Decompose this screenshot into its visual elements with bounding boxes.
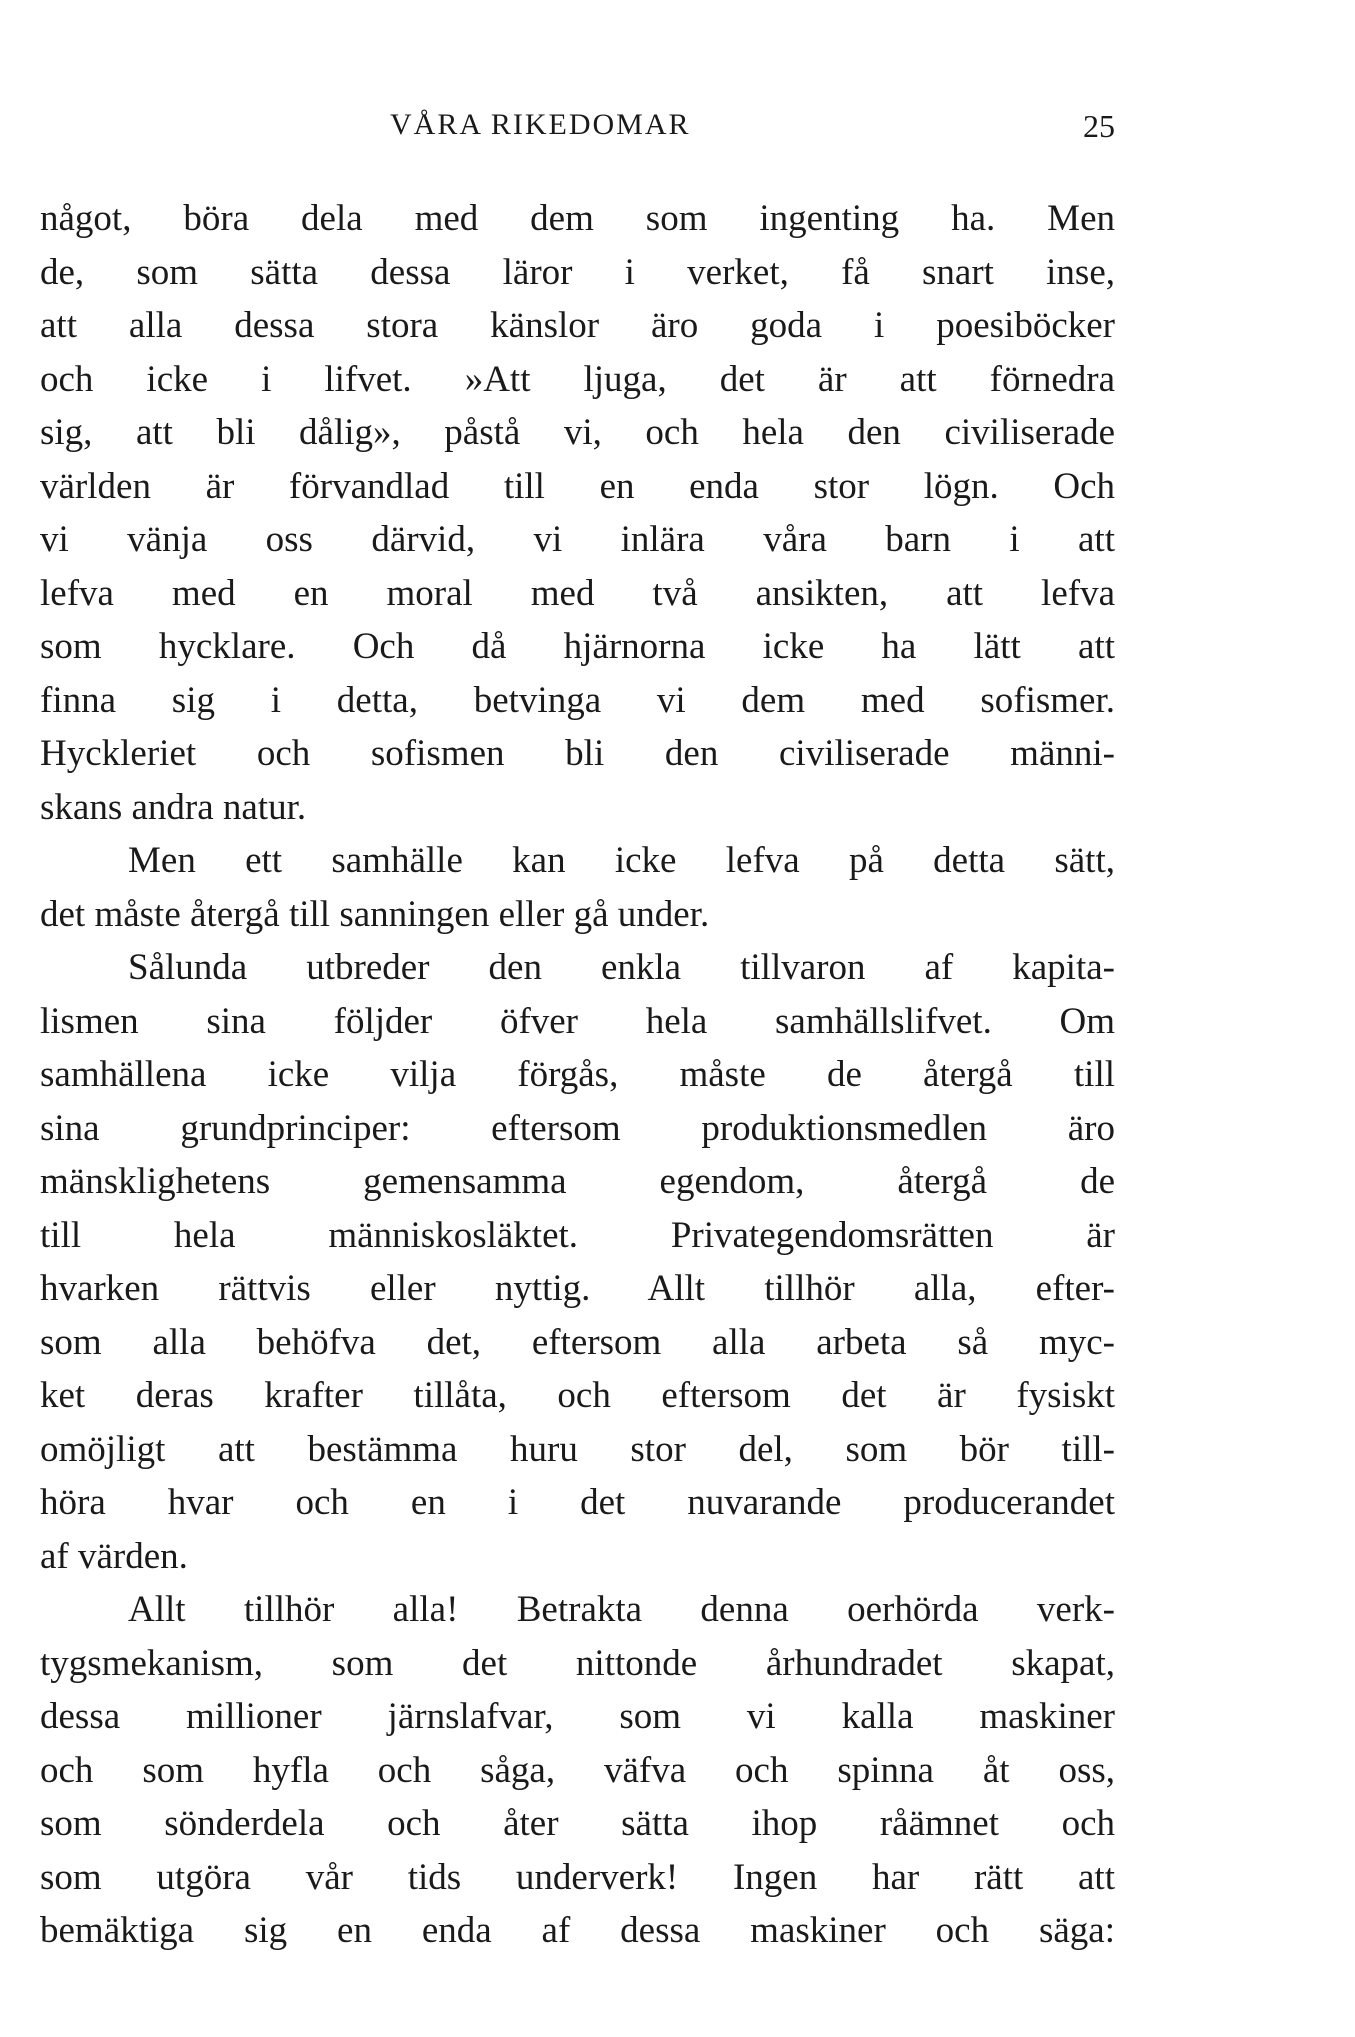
- paragraph-4: [40, 1583, 1115, 1958]
- text-line: Hyckleriet och sofismen bli den civiliserade männi-: [40, 733, 1115, 774]
- text-line: ket deras krafter tillåta, och eftersom det är fysiskt: [40, 1375, 1115, 1416]
- text-line: vi vänja oss därvid, vi inlära våra barn i att: [40, 519, 1115, 560]
- text-line: de, som sätta dessa läror i verket, få snart inse,: [40, 251, 1115, 293]
- text-line: och som hyfla och såga, väfva och spinna åt oss,: [40, 1749, 1115, 1791]
- paragraph-1: [40, 192, 1115, 834]
- text-line: något, böra dela med dem som ingenting ha. Men: [40, 198, 1115, 239]
- paragraph-2: [40, 834, 1115, 941]
- text-line: som alla behöfva det, eftersom alla arbeta så myc-: [40, 1321, 1115, 1363]
- text-line: att alla dessa stora känslor äro goda i poesiböcker: [40, 305, 1115, 346]
- body-text: [40, 192, 1115, 1958]
- text-line: af värden.: [40, 1535, 188, 1577]
- text-line: världen är förvandlad till en enda stor lögn. Och: [40, 465, 1115, 507]
- running-head: VÅRA RIKEDOMAR: [390, 108, 691, 141]
- text-line: och icke i lifvet. »Att ljuga, det är att förnedra: [40, 358, 1115, 400]
- text-line: sig, att bli dålig», påstå vi, och hela den civiliserade: [40, 412, 1115, 453]
- text-line: omöjligt att bestämma huru stor del, som bör till-: [40, 1428, 1115, 1470]
- text-line: sina grundprinciper: eftersom produktionsmedlen äro: [40, 1107, 1115, 1149]
- text-line: som sönderdela och åter sätta ihop råämnet och: [40, 1803, 1115, 1844]
- text-line: Sålunda utbreder den enkla tillvaron af kapita-: [128, 947, 1115, 988]
- text-line: hvarken rättvis eller nyttig. Allt tillhör alla, efter-: [40, 1268, 1115, 1309]
- paragraph-3: [40, 941, 1115, 1583]
- text-line: det måste återgå till sanningen eller gå under.: [40, 893, 710, 935]
- text-line: samhällena icke vilja förgås, måste de återgå till: [40, 1054, 1115, 1095]
- page-number: 25: [1083, 108, 1115, 144]
- text-line: Allt tillhör alla! Betrakta denna oerhörda verk-: [128, 1589, 1115, 1630]
- text-line: Men ett samhälle kan icke lefva på detta sätt,: [128, 840, 1115, 881]
- text-line: lismen sina följder öfver hela samhällslifvet. Om: [40, 1000, 1115, 1042]
- text-line: lefva med en moral med två ansikten, att lefva: [40, 572, 1115, 614]
- text-line: som utgöra vår tids underverk! Ingen har rätt att: [40, 1856, 1115, 1898]
- text-line: tygsmekanism, som det nittonde århundradet skapat,: [40, 1642, 1115, 1684]
- text-line: höra hvar och en i det nuvarande producerandet: [40, 1482, 1115, 1523]
- text-line: dessa millioner järnslafvar, som vi kalla maskiner: [40, 1696, 1115, 1737]
- page-header: [40, 108, 1115, 156]
- text-line: bemäktiga sig en enda af dessa maskiner och säga:: [40, 1910, 1115, 1951]
- text-line: som hycklare. Och då hjärnorna icke ha lätt att: [40, 626, 1115, 667]
- text-line: mänsklighetens gemensamma egendom, återgå de: [40, 1161, 1115, 1202]
- text-line: skans andra natur.: [40, 786, 307, 828]
- text-line: finna sig i detta, betvinga vi dem med sofismer.: [40, 679, 1115, 721]
- text-line: till hela människosläktet. Privategendomsrätten är: [40, 1214, 1115, 1256]
